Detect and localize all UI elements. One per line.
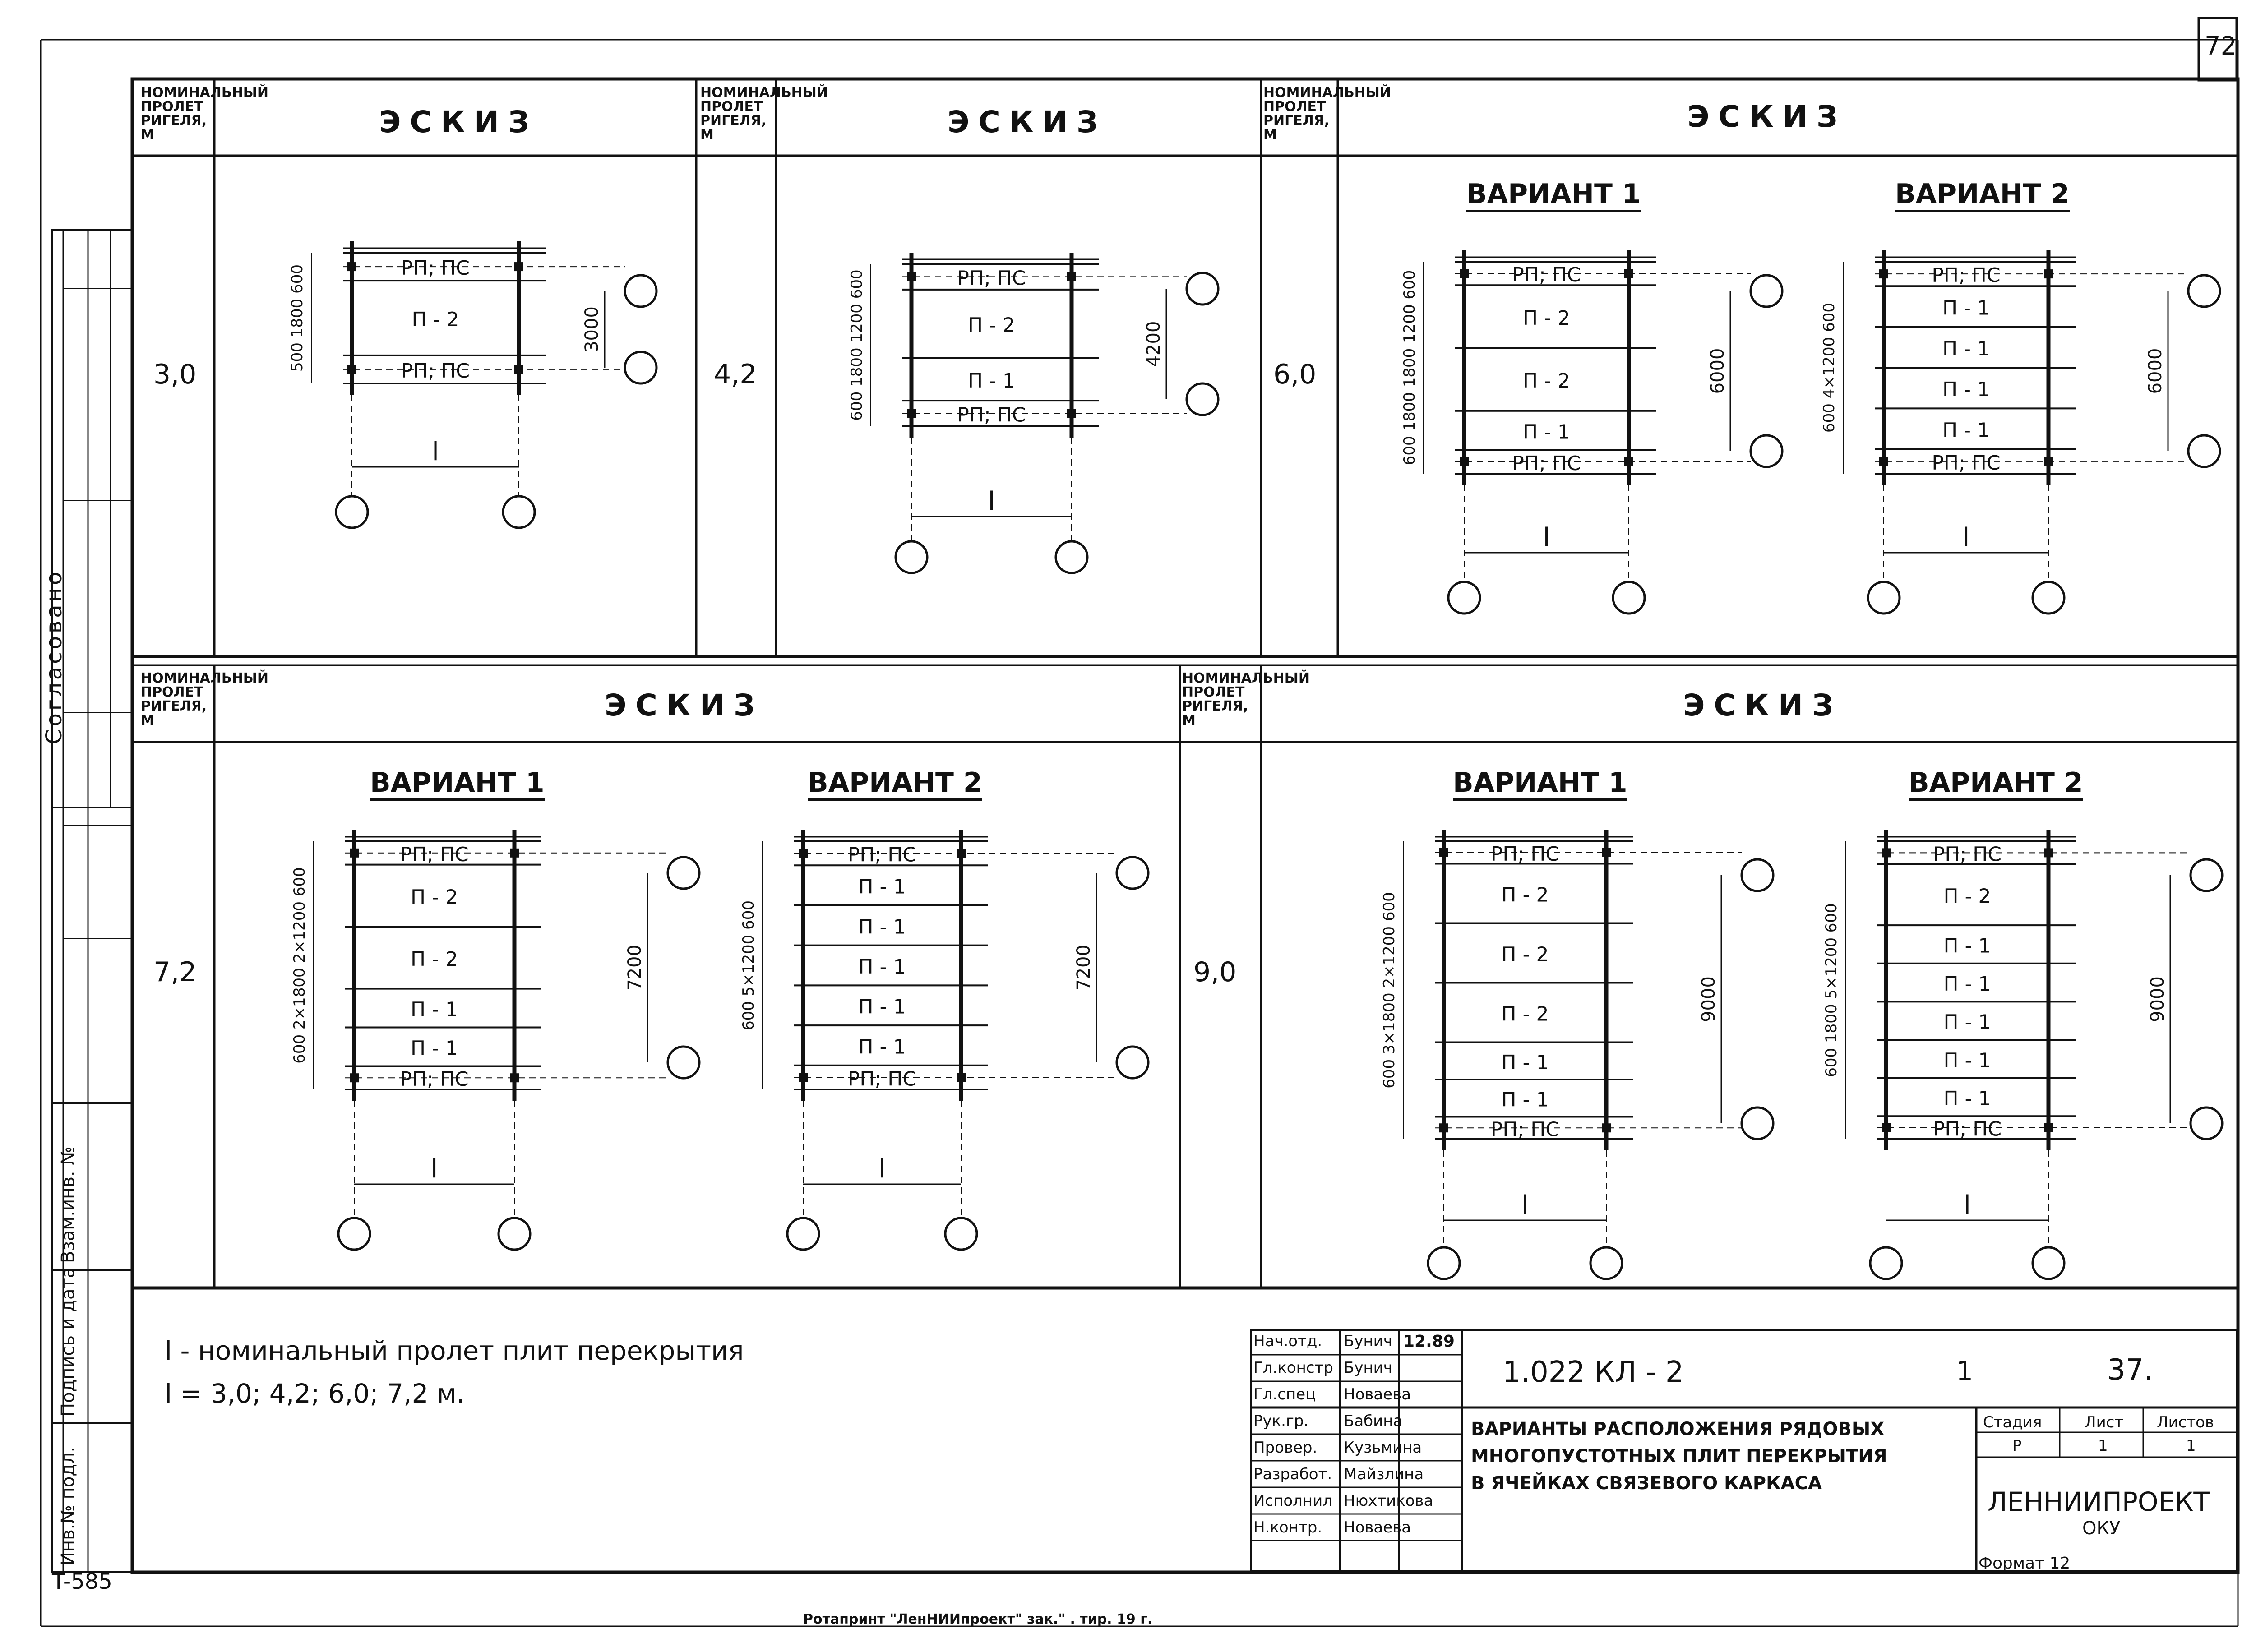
signature-date-label: Подпись и дата xyxy=(58,1267,79,1417)
axis-marker xyxy=(896,541,927,573)
connection-node xyxy=(1602,1123,1611,1132)
slab-label: П - 2 xyxy=(1501,883,1549,907)
note-line-1: l - номинальный пролет плит перекрытия xyxy=(165,1335,744,1366)
slab-label: П - 1 xyxy=(1943,973,1991,996)
span-header: НОМИНАЛЬНЫЙ ПРОЛЕТ РИГЕЛЯ, М xyxy=(1263,85,1391,143)
connection-node xyxy=(2044,1123,2053,1132)
person-name: Кузьмина xyxy=(1344,1439,1422,1457)
axis-marker xyxy=(1870,1247,1902,1279)
role-label: Исполнил xyxy=(1253,1492,1332,1510)
axis-marker xyxy=(668,857,699,889)
slab-label: П - 1 xyxy=(1942,419,1990,442)
connection-node xyxy=(510,1073,519,1082)
slab-label: РП; ПС xyxy=(400,1068,469,1091)
drawing-title-line-2: МНОГОПУСТОТНЫХ ПЛИТ ПЕРЕКРЫТИЯ xyxy=(1471,1446,1887,1467)
agreed-label: Согласовано xyxy=(42,569,67,744)
span-l-label: l xyxy=(1543,523,1550,552)
connection-node xyxy=(2044,269,2053,278)
connection-node xyxy=(1460,457,1469,466)
axis-marker xyxy=(1117,1047,1148,1078)
connection-node xyxy=(350,849,359,858)
axis-marker xyxy=(2191,1107,2222,1139)
slab-label: П - 1 xyxy=(858,915,906,939)
role-label: Нач.отд. xyxy=(1253,1332,1322,1350)
slab-label: РП; ПС xyxy=(957,267,1026,290)
span-l-label: l xyxy=(878,1154,886,1184)
sheets-header: Листов xyxy=(2157,1413,2214,1431)
row-dimensions: 600 5×1200 600 xyxy=(740,900,758,1031)
span-l-label: l xyxy=(988,487,995,516)
axis-marker xyxy=(1868,582,1900,614)
sheets-value: 1 xyxy=(2186,1437,2196,1455)
slab-label: П - 1 xyxy=(1943,1087,1991,1110)
slab-label: РП; ПС xyxy=(1490,1118,1560,1141)
person-name: Нюхтикова xyxy=(1344,1492,1433,1510)
slab-label: П - 1 xyxy=(1501,1051,1549,1074)
slab-label: П - 1 xyxy=(411,1037,458,1060)
axis-marker xyxy=(625,352,656,383)
span-header: НОМИНАЛЬНЫЙ ПРОЛЕТ РИГЕЛЯ, М xyxy=(700,85,828,143)
role-label: Рук.гр. xyxy=(1253,1412,1309,1430)
role-label: Гл.спец xyxy=(1253,1385,1316,1403)
axis-marker xyxy=(503,496,535,528)
slab-label: РП; ПС xyxy=(847,843,917,867)
axis-marker xyxy=(1187,383,1218,415)
axis-marker xyxy=(2191,859,2222,891)
slab-label: П - 2 xyxy=(1501,943,1549,966)
slab-label: П - 2 xyxy=(1501,1002,1549,1026)
slab-label: П - 1 xyxy=(1942,378,1990,401)
span-header: НОМИНАЛЬНЫЙ ПРОЛЕТ РИГЕЛЯ, М xyxy=(141,85,268,143)
print-note: Ротапринт "ЛенНИИпроект" зак." . тир. 19 г. xyxy=(803,1611,1153,1627)
slab-label: РП; ПС xyxy=(400,843,469,866)
span-header: НОМИНАЛЬНЫЙ ПРОЛЕТ РИГЕЛЯ, М xyxy=(141,670,268,729)
role-label: Гл.констр xyxy=(1253,1359,1333,1377)
axis-marker xyxy=(1613,582,1645,614)
role-label: Разработ. xyxy=(1253,1465,1332,1483)
slab-label: П - 1 xyxy=(968,369,1015,392)
slab-label: П - 1 xyxy=(1943,1011,1991,1034)
axis-marker xyxy=(1742,1107,1773,1139)
slab-label: РП; ПС xyxy=(1512,263,1581,287)
slab-label: П - 1 xyxy=(858,875,906,899)
axis-marker xyxy=(338,1218,370,1250)
connection-node xyxy=(907,409,916,418)
row-dimensions: 600 3×1800 2×1200 600 xyxy=(1380,892,1398,1089)
title-block xyxy=(1250,1329,2238,1572)
span-value: 7,2 xyxy=(153,956,197,988)
slab-label: П - 1 xyxy=(1942,337,1990,360)
axis-marker xyxy=(2033,582,2064,614)
connection-node xyxy=(1879,269,1888,278)
stage-header: Стадия xyxy=(1983,1413,2042,1431)
connection-node xyxy=(1602,848,1611,857)
axis-marker xyxy=(336,496,368,528)
span-value: 4,2 xyxy=(714,359,757,390)
document-code: 1.022 КЛ - 2 xyxy=(1502,1356,1684,1389)
inventory-code: T-585 xyxy=(52,1569,112,1594)
stage-value: Р xyxy=(2012,1437,2022,1455)
slab-label: П - 1 xyxy=(411,998,458,1021)
connection-node xyxy=(1460,269,1469,278)
slab-label: РП; ПС xyxy=(1932,1117,2002,1141)
axis-marker xyxy=(1056,541,1087,573)
drawing-title-line-3: В ЯЧЕЙКАХ СВЯЗЕВОГО КАРКАСА xyxy=(1471,1473,1822,1494)
person-name: Бунич xyxy=(1344,1332,1392,1350)
connection-node xyxy=(1624,269,1633,278)
span-l-label: l xyxy=(432,437,439,466)
slab-label: П - 2 xyxy=(968,314,1015,337)
connection-node xyxy=(2044,457,2053,466)
span-l-label: l xyxy=(430,1154,438,1184)
slab-label: РП; ПС xyxy=(1932,843,2002,866)
date-value: 12.89 xyxy=(1403,1332,1455,1351)
slab-label: РП; ПС xyxy=(1932,264,2001,287)
department-name: ОКУ xyxy=(2082,1518,2121,1539)
connection-node xyxy=(514,262,523,271)
sketch-title: ЭСКИЗ xyxy=(948,105,1107,139)
dimension-value: 3000 xyxy=(582,306,602,352)
span-l-label: l xyxy=(1521,1191,1529,1220)
organization-name: ЛЕННИИПРОЕКТ xyxy=(1988,1486,2210,1517)
slab-label: П - 2 xyxy=(411,947,458,971)
issue-number: 1 xyxy=(1956,1356,1974,1387)
slab-label: П - 1 xyxy=(1943,1049,1991,1072)
person-name: Бабина xyxy=(1344,1412,1403,1430)
connection-node xyxy=(799,1073,808,1082)
span-l-label: l xyxy=(1964,1191,1971,1220)
dimension-value: 6000 xyxy=(2145,348,2166,394)
slab-label: РП; ПС xyxy=(401,359,470,383)
slab-label: П - 1 xyxy=(858,955,906,978)
variant-1-title: ВАРИАНТ 1 xyxy=(370,767,545,801)
connection-node xyxy=(957,849,966,858)
connection-node xyxy=(799,849,808,858)
row-dimensions: 600 1800 1800 1200 600 xyxy=(1401,270,1419,466)
connection-node xyxy=(1067,272,1076,281)
axis-marker xyxy=(2033,1247,2064,1279)
variant-1-title: ВАРИАНТ 1 xyxy=(1466,178,1641,212)
span-value: 9,0 xyxy=(1193,956,1237,988)
inv-no-replaced-label: Взам.инв. № xyxy=(58,1146,79,1263)
connection-node xyxy=(907,272,916,281)
axis-marker xyxy=(1751,275,1782,307)
connection-node xyxy=(1879,457,1888,466)
row-dimensions: 600 1800 1200 600 xyxy=(848,269,866,421)
sketch-title: ЭСКИЗ xyxy=(605,688,764,723)
connection-node xyxy=(1439,848,1448,857)
person-name: Майзлина xyxy=(1344,1465,1424,1483)
connection-node xyxy=(1624,457,1633,466)
connection-node xyxy=(1882,1123,1891,1132)
dimension-value: 7200 xyxy=(1073,945,1094,991)
page-code: 37. xyxy=(2107,1353,2153,1387)
drawing-title-line-1: ВАРИАНТЫ РАСПОЛОЖЕНИЯ РЯДОВЫХ xyxy=(1471,1419,1885,1440)
inv-no-original-label: Инв.№ подл. xyxy=(58,1446,79,1565)
dimension-value: 6000 xyxy=(1707,348,1728,394)
slab-label: П - 1 xyxy=(1501,1088,1549,1112)
sketch-title: ЭСКИЗ xyxy=(1683,688,1842,723)
slab-label: П - 1 xyxy=(1942,296,1990,320)
row-dimensions: 600 4×1200 600 xyxy=(1820,302,1838,433)
slab-label: РП; ПС xyxy=(957,403,1026,427)
slab-label: П - 1 xyxy=(858,995,906,1019)
sheet-header: Лист xyxy=(2085,1413,2124,1431)
connection-node xyxy=(2044,848,2053,857)
sheet-value: 1 xyxy=(2098,1437,2108,1455)
axis-marker xyxy=(625,275,656,307)
slab-label: П - 1 xyxy=(1943,934,1991,958)
axis-marker xyxy=(499,1218,530,1250)
connection-node xyxy=(347,262,356,271)
sketch-title: ЭСКИЗ xyxy=(379,105,538,139)
span-header: НОМИНАЛЬНЫЙ ПРОЛЕТ РИГЕЛЯ, М xyxy=(1182,670,1310,729)
axis-marker xyxy=(787,1218,819,1250)
note-line-2: l = 3,0; 4,2; 6,0; 7,2 м. xyxy=(165,1378,465,1409)
axis-marker xyxy=(2188,435,2220,467)
axis-marker xyxy=(1428,1247,1460,1279)
dimension-value: 9000 xyxy=(2147,976,2168,1022)
connection-node xyxy=(510,849,519,858)
connection-node xyxy=(350,1073,359,1082)
slab-label: П - 2 xyxy=(1523,306,1570,330)
variant-2-title: ВАРИАНТ 2 xyxy=(1895,178,2070,212)
slab-label: П - 2 xyxy=(411,886,458,909)
slab-label: РП; ПС xyxy=(1490,842,1560,866)
connection-node xyxy=(1882,848,1891,857)
connection-node xyxy=(957,1073,966,1082)
axis-marker xyxy=(2188,275,2220,307)
span-l-label: l xyxy=(1962,523,1970,552)
axis-marker xyxy=(1117,857,1148,889)
connection-node xyxy=(514,365,523,374)
sketch-title: ЭСКИЗ xyxy=(1687,99,1847,134)
role-label: Н.контр. xyxy=(1253,1518,1322,1537)
slab-label: П - 2 xyxy=(1523,369,1570,393)
row-dimensions: 500 1800 600 xyxy=(288,264,306,372)
connection-node xyxy=(1067,409,1076,418)
slab-label: П - 1 xyxy=(1523,420,1570,444)
connection-node xyxy=(1439,1123,1448,1132)
axis-marker xyxy=(1590,1247,1622,1279)
axis-marker xyxy=(668,1047,699,1078)
axis-marker xyxy=(1187,273,1218,305)
axis-marker xyxy=(945,1218,977,1250)
person-name: Новаева xyxy=(1344,1385,1411,1403)
dimension-value: 4200 xyxy=(1143,321,1164,367)
axis-marker xyxy=(1751,435,1782,467)
sheet-number: 72 xyxy=(2205,32,2237,61)
variant-1-title: ВАРИАНТ 1 xyxy=(1453,767,1627,801)
variant-2-title: ВАРИАНТ 2 xyxy=(1909,767,2083,801)
person-name: Бунич xyxy=(1344,1359,1392,1377)
person-name: Новаева xyxy=(1344,1518,1411,1537)
dimension-value: 7200 xyxy=(624,945,645,991)
axis-marker xyxy=(1742,859,1773,891)
slab-label: РП; ПС xyxy=(1512,452,1581,475)
variant-2-title: ВАРИАНТ 2 xyxy=(808,767,982,801)
dimension-value: 9000 xyxy=(1698,976,1719,1022)
slab-label: РП; ПС xyxy=(1932,451,2001,475)
span-value: 6,0 xyxy=(1273,359,1317,390)
slab-label: П - 2 xyxy=(1943,885,1991,908)
slab-label: П - 2 xyxy=(411,308,459,331)
row-dimensions: 600 1800 5×1200 600 xyxy=(1822,903,1840,1077)
slab-label: РП; ПС xyxy=(401,257,470,280)
format-label: Формат 12 xyxy=(1979,1554,2071,1573)
slab-label: РП; ПС xyxy=(847,1067,917,1091)
role-label: Провер. xyxy=(1253,1439,1318,1457)
connection-node xyxy=(347,365,356,374)
span-value: 3,0 xyxy=(153,359,197,390)
slab-label: П - 1 xyxy=(858,1035,906,1059)
axis-marker xyxy=(1448,582,1480,614)
row-dimensions: 600 2×1800 2×1200 600 xyxy=(291,867,309,1064)
